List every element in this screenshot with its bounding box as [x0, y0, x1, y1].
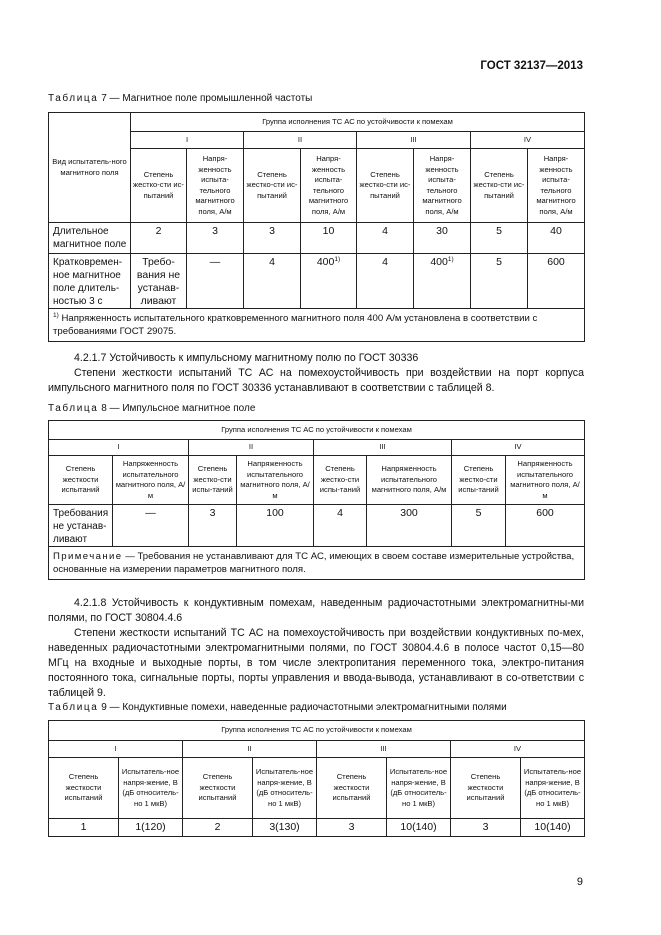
table-row [49, 223, 585, 254]
cell: 1(120) [119, 819, 183, 837]
cell-value: 400 [430, 256, 448, 268]
sub-header-severity: Степень жесткости испытаний [317, 758, 387, 819]
cell: 1 [49, 819, 119, 837]
cell: 300 [367, 505, 452, 547]
cell: 40 [528, 223, 585, 254]
sub-header-strength: Напря-женность испыта-тельного магнитного поля, А/м [528, 149, 585, 223]
cell: 3(130) [253, 819, 317, 837]
section-title: 4.2.1.7 Устойчивость к импульсному магнитному полю по ГОСТ 30336 [74, 352, 419, 364]
sub-header-severity: Степень жестко-сти ис-пытаний [244, 149, 301, 223]
cell: 10(140) [387, 819, 451, 837]
group-header: Группа исполнения ТС АС по устойчивости к помехам [131, 113, 585, 132]
section-title: 4.2.1.8 Устойчивость к кондуктивным помехам, наведенным радиочастотными электромагнитны-ми полями, по ГОСТ 30804.4.6 [48, 597, 584, 624]
cell: 5 [471, 254, 528, 309]
sub-header-strength: Напряженность испытательного магнитного поля, А/м [506, 456, 585, 505]
section-text: Степени жесткости испытаний ТС АС на помехоустойчивость при воздействии на порт корпуса импульсного магнитного поля по ГОСТ 30336 устанавливают в соответствии с таблицей 8. [48, 367, 584, 394]
cell: 4 [244, 254, 301, 309]
table-row [49, 505, 585, 547]
table-footnote [49, 309, 585, 342]
table-row [49, 819, 585, 837]
sub-header-severity: Степень жестко-сти ис-пытаний [471, 149, 528, 223]
sub-header-strength: Напря-женность испыта-тельного магнитного поля, А/м [301, 149, 357, 223]
sub-header-strength: Напря-женность испыта-тельного магнитного поля, А/м [187, 149, 244, 223]
sub-header-voltage: Испытатель-ное напря-жение, В (дБ относитель-но 1 мкВ) [521, 758, 585, 819]
table-7-caption [48, 93, 312, 104]
cell: 5 [452, 505, 506, 547]
footnote-mark: 1) [53, 312, 59, 319]
table-8 [48, 420, 585, 580]
row-label: Длительное магнитное поле [49, 223, 131, 254]
section-4218 [48, 596, 584, 701]
sub-header-voltage: Испытатель-ное напря-жение, В (дБ относитель-но 1 мкВ) [119, 758, 183, 819]
sub-header-severity: Степень жесткости испытаний [49, 456, 113, 505]
sub-header-severity: Степень жестко-сти ис-пытаний [131, 149, 187, 223]
cell-value: 400 [316, 256, 335, 268]
cell: 4 [314, 505, 367, 547]
cell: 4 [357, 223, 414, 254]
group-label: III [314, 440, 452, 456]
cell: 3 [244, 223, 301, 254]
cell: 10 [301, 223, 357, 254]
group-label: II [189, 440, 314, 456]
group-label: IV [452, 440, 585, 456]
group-label: I [49, 440, 189, 456]
caption-text: 8 — Импульсное магнитное поле [98, 403, 256, 414]
note-text: — Требования не устанавливают для ТС АС, имеющих в своем составе измерительные устройства, основанные на измерении параметров магнитного поля. [53, 551, 575, 575]
sub-header-strength: Напряженность испытательного магнитного поля, А/м [237, 456, 314, 505]
sub-header-voltage: Испытатель-ное напря-жение, В (дБ относитель-но 1 мкВ) [253, 758, 317, 819]
section-4217 [48, 351, 584, 396]
sub-header-severity: Степень жестко-сти испы-таний [189, 456, 237, 505]
group-header: Группа исполнения ТС АС по устойчивости к помехам [49, 721, 585, 741]
caption-text: 7 — Магнитное поле промышленной частоты [98, 93, 313, 104]
group-label: III [357, 132, 471, 149]
sub-header-severity: Степень жестко-сти испы-таний [314, 456, 367, 505]
table-9 [48, 720, 585, 837]
sub-header-severity: Степень жестко-сти испы-таний [452, 456, 506, 505]
caption-word: Таблица [48, 403, 99, 414]
cell: 10(140) [521, 819, 585, 837]
row-label: Требования не устанав-ливают [49, 505, 113, 547]
cell: 5 [471, 223, 528, 254]
group-label: II [244, 132, 357, 149]
footnote-ref: 1) [334, 256, 341, 263]
cell: — [113, 505, 189, 547]
table-9-caption [48, 702, 507, 713]
sub-header-severity: Степень жесткости испытаний [451, 758, 521, 819]
group-label: IV [471, 132, 585, 149]
cell [414, 254, 471, 309]
caption-word: Таблица [48, 702, 99, 713]
row-header-cell: Вид испытатель-ного магнитного поля [49, 113, 131, 223]
group-label: III [317, 741, 451, 758]
cell: Требо-вания не устанав-ливают [131, 254, 187, 309]
cell: 600 [528, 254, 585, 309]
caption-word: Таблица [48, 93, 99, 104]
cell: 2 [131, 223, 187, 254]
cell: 3 [317, 819, 387, 837]
cell: 3 [189, 505, 237, 547]
cell: 30 [414, 223, 471, 254]
cell: 3 [451, 819, 521, 837]
sub-header-strength: Напряженность испытательного магнитного поля, А/м [113, 456, 189, 505]
group-label: I [131, 132, 244, 149]
sub-header-strength: Напря-женность испыта-тельного магнитного поля, А/м [414, 149, 471, 223]
table-row [49, 254, 585, 309]
cell: 600 [506, 505, 585, 547]
sub-header-severity: Степень жесткости испытаний [49, 758, 119, 819]
group-label: II [183, 741, 317, 758]
group-label: I [49, 741, 183, 758]
sub-header-severity: Степень жесткости испытаний [183, 758, 253, 819]
footnote-text: Напряженность испытательного кратковременного магнитного поля 400 А/м установлена в соответствии с требованиями ГОСТ 29075. [53, 313, 538, 337]
cell [301, 254, 357, 309]
cell: 3 [187, 223, 244, 254]
section-text: Степени жесткости испытаний ТС АС на помехоустойчивость при воздействии кондуктивных по-мех, наведенных радиочастотными электромагнитными полями, по ГОСТ 30804.4.6 в полосе частот 0,15—80 МГц на входные и выходные порты, в том числе электропитания переменного тока, электро-питания постоянного тока, сигнальные порты, порты управления и ввода-вывода, устанавливают в со-ответствии с таблицей 9. [48, 627, 584, 699]
note-word: Примечание [53, 551, 123, 562]
caption-text: 9 — Кондуктивные помехи, наведенные радиочастотными электромагнитными полями [98, 702, 507, 713]
page-number: 9 [576, 876, 583, 888]
group-header: Группа исполнения ТС АС по устойчивости к помехам [49, 421, 585, 440]
document-header: ГОСТ 32137—2013 [480, 60, 583, 72]
table-note [49, 547, 585, 580]
cell: 4 [357, 254, 414, 309]
cell: — [187, 254, 244, 309]
sub-header-voltage: Испытатель-ное напря-жение, В (дБ относитель-но 1 мкВ) [387, 758, 451, 819]
sub-header-severity: Степень жестко-сти ис-пытаний [357, 149, 414, 223]
table-7 [48, 112, 585, 342]
cell: 100 [237, 505, 314, 547]
table-8-caption [48, 403, 255, 414]
sub-header-strength: Напряженность испытательного магнитного поля, А/м [367, 456, 452, 505]
group-label: IV [451, 741, 585, 758]
cell: 2 [183, 819, 253, 837]
row-label: Кратковремен-ное магнитное поле длитель-ностью 3 с [49, 254, 131, 309]
footnote-ref: 1) [447, 256, 454, 263]
